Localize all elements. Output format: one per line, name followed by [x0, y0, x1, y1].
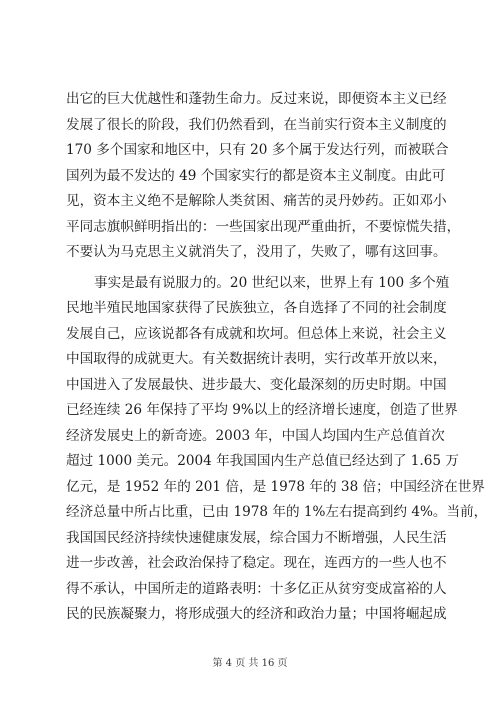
text-line: 发展了很长的阶段，我们仍然看到，在当前实行资本主义制度的 — [66, 116, 447, 133]
text-line: 事实是最有说服力的。20 世纪以来，世界上有 100 多个殖 — [94, 274, 450, 291]
page-number-footer: 第 4 页 共 16 页 — [212, 658, 288, 669]
text-line: 民地半殖民地国家获得了民族独立，各自选择了不同的社会制度 — [66, 300, 447, 316]
text-line: 已经连续 26 年保持了平均 9%以上的经济增长速度，创造了世界 — [66, 402, 458, 418]
text-line: 中国取得的成就更大。有关数据统计表明，实行改革开放以来， — [66, 351, 447, 367]
text-line: 经济总量中所占比重，已由 1978 年的 1%左右提高到约 4%。当前， — [66, 504, 488, 520]
text-line: 超过 1000 美元。2004 年我国国内生产总值已经达到了 1.65 万 — [66, 453, 459, 469]
paragraph-1 — [66, 87, 461, 266]
text-line: 不要认为马克思主义就消失了，没用了，失败了，哪有这回事。 — [66, 244, 447, 260]
text-line: 得不承认，中国所走的道路表明：十多亿正从贫穷变成富裕的人 — [66, 580, 447, 597]
body-text — [66, 87, 488, 628]
text-line: 进一步改善，社会政治保持了稳定。现在，连西方的一些人也不 — [66, 555, 447, 571]
text-line: 170 多个国家和地区中，只有 20 多个属于发达行列，而被联合 — [66, 142, 449, 158]
text-line: 民的民族凝聚力，将形成强大的经济和政治力量；中国将崛起成 — [66, 606, 447, 622]
text-line: 出它的巨大优越性和蓬勃生命力。反过来说，即便资本主义已经 — [66, 91, 447, 107]
text-line: 我国国民经济持续快速健康发展，综合国力不断增强，人民生活 — [66, 529, 447, 546]
text-line: 中国进入了发展最快、进步最大、变化最深刻的历史时期。中国 — [66, 376, 447, 393]
text-line: 发展自己，应该说都各有成就和坎坷。但总体上来说，社会主义 — [66, 325, 447, 342]
text-line: 平同志旗帜鲜明指出的：一些国家出现严重曲折，不要惊慌失措， — [66, 218, 461, 235]
paragraph-2 — [66, 271, 488, 628]
text-line: 经济发展史上的新奇迹。2003 年，中国人均国内生产总值首次 — [66, 427, 445, 444]
text-line: 国列为最不发达的 49 个国家实行的都是资本主义制度。由此可 — [66, 167, 446, 184]
text-line: 见，资本主义绝不是解除人类贫困、痛苦的灵丹妙药。正如邓小 — [66, 193, 447, 209]
text-line: 亿元，是 1952 年的 201 倍，是 1978 年的 38 倍；中国经济在世界 — [66, 478, 485, 495]
